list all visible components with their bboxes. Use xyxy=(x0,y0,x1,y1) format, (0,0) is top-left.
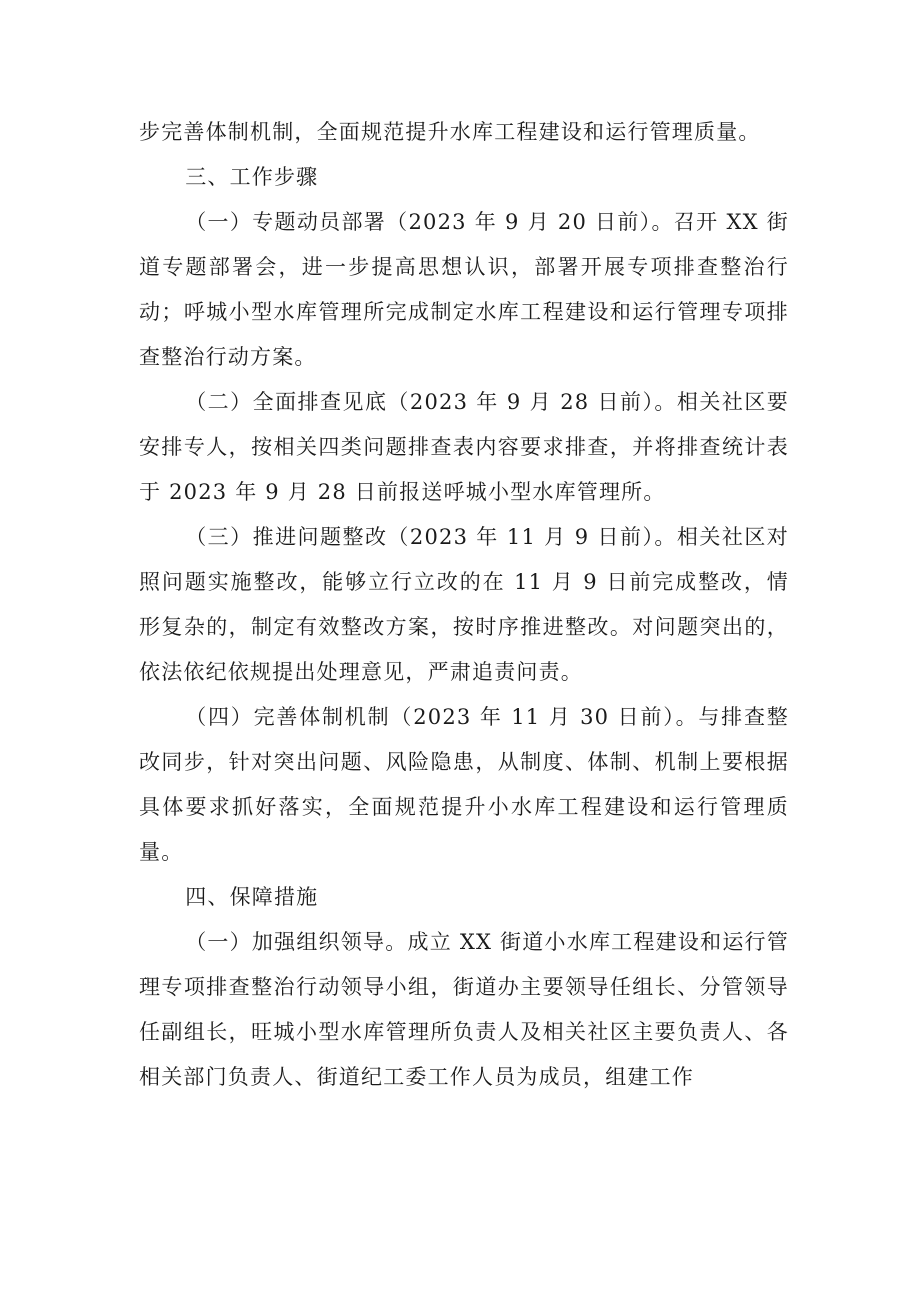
section-heading-safeguards: 四、保障措施 xyxy=(185,885,319,909)
section-heading-work-steps: 三、工作步骤 xyxy=(185,165,319,189)
paragraph-step-3: （三）推进问题整改（2023 年 11 月 9 日前）。相关社区对照问题实施整改，能够立行立改的在 11 月 9 日前完成整改，情形复杂的，制定有效整改方案，按时序推进整改。对问题突出的，依法依纪依规提出处理意见，严肃追责问责。 xyxy=(139,525,789,684)
document-body xyxy=(139,110,789,1100)
paragraph-step-4: （四）完善体制机制（2023 年 11 月 30 日前）。与排查整改同步，针对突出问题、风险隐患，从制度、体制、机制上要根据具体要求抓好落实，全面规范提升小水库工程建设和运行管理质量。 xyxy=(139,705,789,864)
paragraph-safeguard-1: （一）加强组织领导。成立 XX 街道小水库工程建设和运行管理专项排查整治行动领导小组，街道办主要领导任组长、分管领导任副组长，旺城小型水库管理所负责人及相关社区主要负责人、各相关部门负责人、街道纪工委工作人员为成员，组建工作 xyxy=(139,930,789,1089)
paragraph-continuation: 步完善体制机制，全面规范提升水库工程建设和运行管理质量。 xyxy=(139,120,761,144)
paragraph-step-2: （二）全面排查见底（2023 年 9 月 28 日前）。相关社区要安排专人，按相关四类问题排查表内容要求排查，并将排查统计表于 2023 年 9 月 28 日前报送呼城小型水库管理所。 xyxy=(139,390,789,504)
paragraph-step-1: （一）专题动员部署（2023 年 9 月 20 日前）。召开 XX 街道专题部署会，进一步提高思想认识，部署开展专项排查整治行动；呼城小型水库管理所完成制定水库工程建设和运行管理专项排查整治行动方案。 xyxy=(139,210,789,369)
